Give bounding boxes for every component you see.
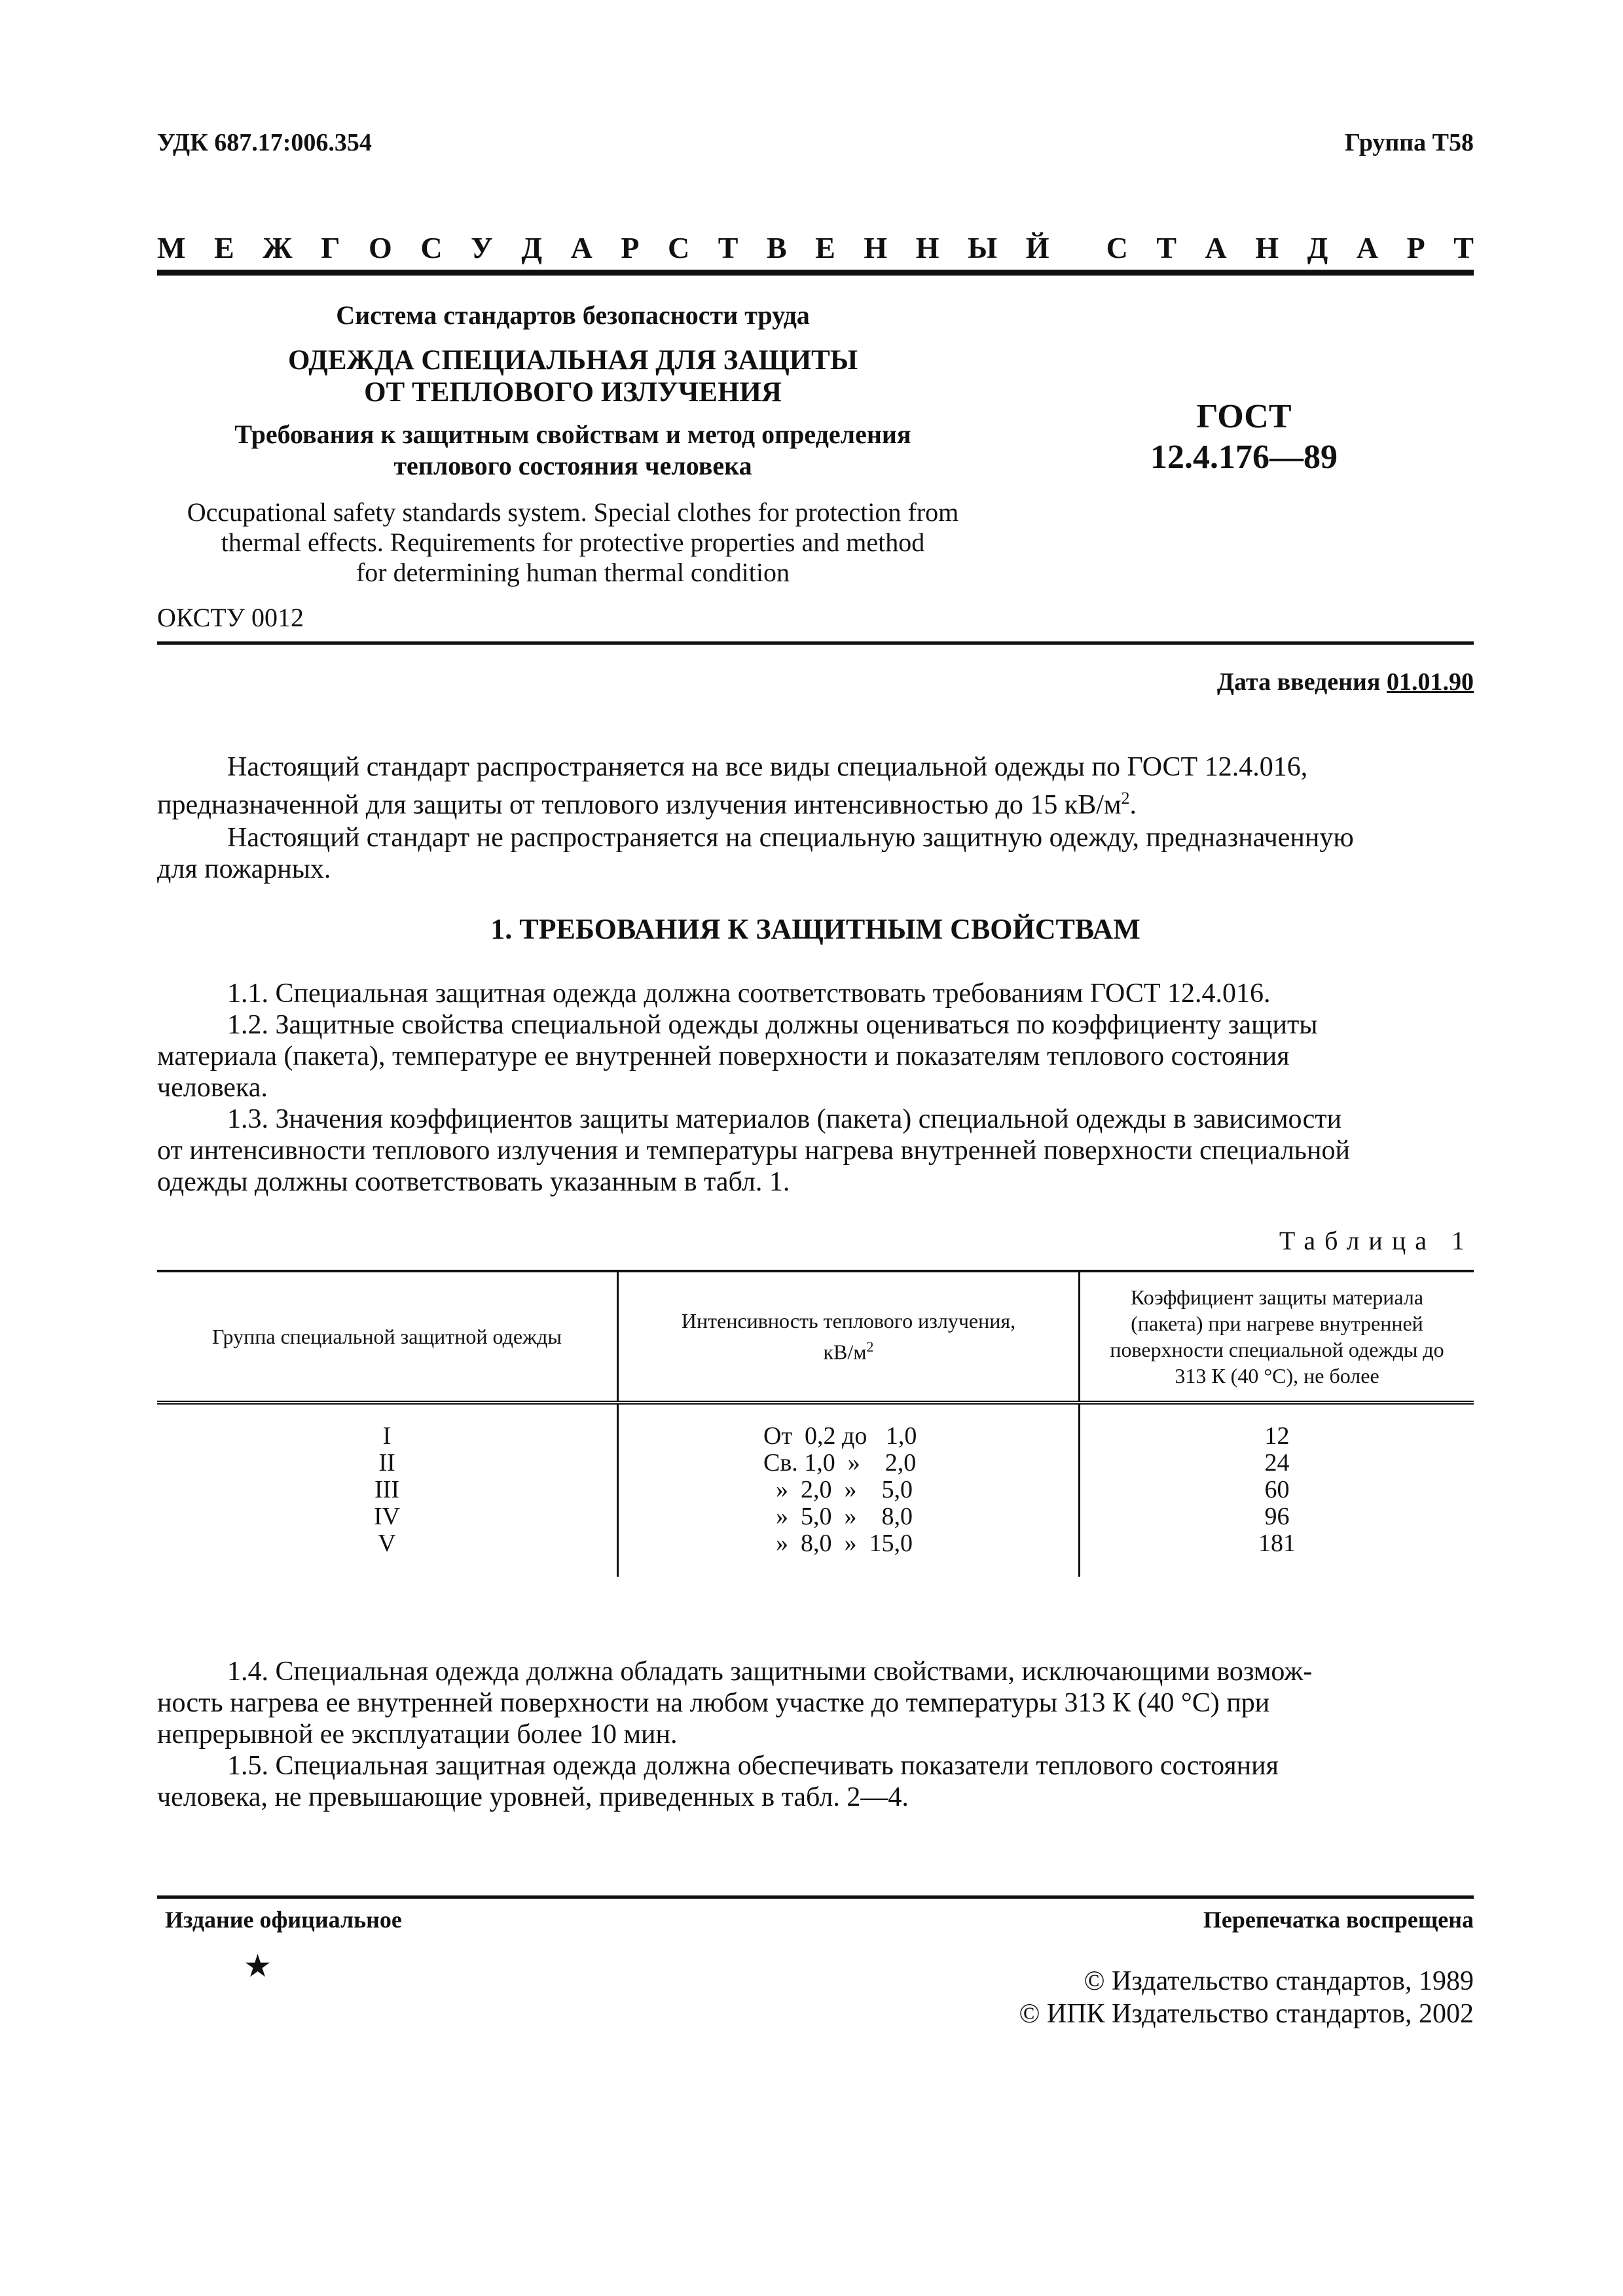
heading-letter: Д xyxy=(1307,231,1328,264)
heading-letter: Р xyxy=(1406,231,1425,264)
document-title xyxy=(157,344,989,408)
table-label: Таблица 1 xyxy=(1279,1226,1474,1255)
heading-letter: Т xyxy=(1156,231,1177,264)
text-line: непрерывной ее эксплуатации более 10 мин. xyxy=(157,1719,678,1749)
date-label: Дата введения xyxy=(1216,668,1381,696)
subtitle-line: теплового состояния человека xyxy=(393,451,752,480)
copyright-line: © Издательство стандартов, 1989 xyxy=(1084,1966,1474,1996)
cell-intensity xyxy=(618,1503,1080,1530)
heading-letter: А xyxy=(570,231,593,264)
text-line: материала (пакета), температуре ее внутренней поверхности и показателям теплового состояния xyxy=(157,1041,1290,1071)
copyright-line: © ИПК Издательство стандартов, 2002 xyxy=(1019,1999,1474,2029)
heading-letter: Е xyxy=(213,231,234,264)
star-icon: ★ xyxy=(244,1949,272,1984)
cell-intensity xyxy=(618,1450,1080,1477)
text-line: от интенсивности теплового излучения и температуры нагрева внутренней поверхности специальной xyxy=(157,1136,1350,1166)
protection-coefficient-table xyxy=(157,1270,1474,1577)
gost-label: ГОСТ xyxy=(1196,398,1292,435)
bottom-rule xyxy=(157,1895,1474,1899)
cell-group: III xyxy=(374,1476,399,1503)
text-line: 1.1. Специальная защитная одежда должна соответствовать требованиям ГОСТ 12.4.016. xyxy=(227,978,1271,1009)
clause-1-2 xyxy=(157,1009,1474,1103)
heading-letter: Ж xyxy=(263,231,293,264)
intensity-value: » 8,0 » 15,0 xyxy=(763,1530,913,1557)
gost-number xyxy=(1074,397,1414,478)
text-line: предназначенной для защиты от теплового излучения интенсивностью до 15 кВ/м xyxy=(157,790,1122,820)
table-row xyxy=(157,1477,1474,1503)
cell-coefficient: 12 xyxy=(1264,1422,1290,1450)
heading-letter: Н xyxy=(915,231,939,264)
english-title xyxy=(157,497,989,588)
cell-coefficient: 181 xyxy=(1258,1530,1296,1557)
header-unit: кВ/м xyxy=(823,1340,867,1364)
header-group: Группа специальной защитной одежды xyxy=(212,1325,562,1348)
reprint-prohibited: Перепечатка воспрещена xyxy=(1203,1907,1474,1933)
date-value: 01.01.90 xyxy=(1387,668,1474,696)
heading-letter: Е xyxy=(815,231,835,264)
heading-letter: С xyxy=(667,231,690,264)
table-row xyxy=(157,1503,1474,1530)
english-line: Occupational safety standards system. Special clothes for protection from xyxy=(187,497,959,527)
text-line: 1.5. Специальная защитная одежда должна обеспечивать показатели теплового состояния xyxy=(227,1751,1279,1781)
superscript: 2 xyxy=(866,1338,874,1355)
introduction-date xyxy=(1217,668,1474,696)
heading-letter: Д xyxy=(521,231,543,264)
top-rule xyxy=(157,270,1474,276)
heading-letter: Р xyxy=(621,231,640,264)
clause-1-5 xyxy=(157,1750,1474,1813)
text-line: человека, не превышающие уровней, приведенных в табл. 2—4. xyxy=(157,1782,909,1812)
cell-intensity xyxy=(618,1477,1080,1503)
heading-letter: Й xyxy=(1025,231,1049,264)
english-line: thermal effects. Requirements for protective properties and method xyxy=(221,528,925,557)
table-header-row xyxy=(157,1271,1474,1403)
title-line: ОДЕЖДА СПЕЦИАЛЬНАЯ ДЛЯ ЗАЩИТЫ xyxy=(287,345,858,376)
heading-letter: М xyxy=(157,231,186,264)
cell-coefficient: 24 xyxy=(1264,1449,1290,1477)
clause-1-4 xyxy=(157,1656,1474,1750)
document-subtitle xyxy=(157,419,989,482)
cell-group: II xyxy=(378,1449,395,1477)
heading-letter: В xyxy=(766,231,787,264)
superscript: 2 xyxy=(1121,789,1130,808)
text-line: . xyxy=(1129,790,1137,820)
cell-coefficient: 96 xyxy=(1264,1503,1290,1530)
table-row xyxy=(157,1530,1474,1577)
intensity-value: » 5,0 » 8,0 xyxy=(763,1503,913,1530)
copyright xyxy=(1019,1965,1474,2030)
section-heading: 1. ТРЕБОВАНИЯ К ЗАЩИТНЫМ СВОЙСТВАМ xyxy=(490,913,1140,945)
english-line: for determining human thermal condition xyxy=(356,558,790,587)
intro-paragraph-1 xyxy=(157,751,1474,821)
official-edition: Издание официальное xyxy=(165,1907,402,1933)
heading-letter: С xyxy=(420,231,443,264)
interstate-standard-heading xyxy=(157,230,1474,265)
text-line: одежды должны соответствовать указанным в табл. 1. xyxy=(157,1167,790,1197)
clause-1-1 xyxy=(157,978,1474,1009)
intensity-value: » 2,0 » 5,0 xyxy=(763,1476,913,1503)
heading-letter: О xyxy=(369,231,392,264)
cell-group: I xyxy=(382,1422,392,1450)
text-line: человека. xyxy=(157,1073,268,1103)
header-line: (пакета) при нагреве внутренней xyxy=(1131,1312,1423,1335)
cell-group: IV xyxy=(373,1503,401,1530)
oksty-code: ОКСТУ 0012 xyxy=(157,603,304,632)
text-line: Настоящий стандарт не распространяется на специальную защитную одежду, предназначенную xyxy=(227,823,1354,853)
subtitle-line: Требования к защитным свойствам и метод определения xyxy=(234,420,911,449)
heading-letter: Г xyxy=(321,231,340,264)
text-line: 1.4. Специальная одежда должна обладать защитными свойствами, исключающими возмож- xyxy=(227,1657,1313,1687)
gost-code: 12.4.176—89 xyxy=(1150,439,1338,476)
heading-letter: Т xyxy=(1453,231,1474,264)
cell-intensity xyxy=(618,1403,1080,1450)
header-line: Интенсивность теплового излучения, xyxy=(681,1309,1016,1333)
cell-coefficient: 60 xyxy=(1264,1476,1290,1503)
cell-intensity xyxy=(618,1530,1080,1577)
text-line: Настоящий стандарт распространяется на все виды специальной одежды по ГОСТ 12.4.016, xyxy=(227,752,1308,782)
header-coefficient xyxy=(1080,1271,1474,1403)
text-line: 1.3. Значения коэффициентов защиты материалов (пакета) специальной одежды в зависимости xyxy=(227,1104,1342,1134)
udk-code: УДК 687.17:006.354 xyxy=(157,129,372,156)
table-row xyxy=(157,1403,1474,1450)
text-line: ность нагрева ее внутренней поверхности на любом участке до температуры 313 К (40 °С) при xyxy=(157,1688,1270,1718)
heading-letter: Н xyxy=(1255,231,1279,264)
text-line: 1.2. Защитные свойства специальной одежды должны оцениваться по коэффициенту защиты xyxy=(227,1010,1318,1040)
header-intensity xyxy=(618,1271,1080,1403)
intensity-value: От 0,2 до 1,0 xyxy=(763,1422,917,1450)
header-line: 313 К (40 °С), не более xyxy=(1175,1364,1379,1388)
heading-letter: Ы xyxy=(968,231,998,264)
clause-1-3 xyxy=(157,1103,1474,1198)
header-line: Коэффициент защиты материала xyxy=(1130,1285,1424,1309)
heading-letter: С xyxy=(1106,231,1128,264)
group-code: Группа Т58 xyxy=(1344,129,1474,156)
heading-letter: Т xyxy=(718,231,739,264)
header-line: поверхности специальной одежды до xyxy=(1110,1338,1444,1361)
intro-paragraph-2 xyxy=(157,822,1474,885)
table-row xyxy=(157,1450,1474,1477)
text-line: для пожарных. xyxy=(157,854,331,884)
cell-group: V xyxy=(378,1530,396,1557)
heading-letter: А xyxy=(1205,231,1227,264)
middle-rule xyxy=(157,641,1474,645)
heading-letter: А xyxy=(1356,231,1379,264)
title-line: ОТ ТЕПЛОВОГО ИЗЛУЧЕНИЯ xyxy=(364,377,782,408)
heading-letter: Н xyxy=(864,231,888,264)
heading-letter: У xyxy=(471,231,493,264)
intensity-value: Св. 1,0 » 2,0 xyxy=(763,1449,917,1477)
system-name: Система стандартов безопасности труда xyxy=(336,300,810,330)
